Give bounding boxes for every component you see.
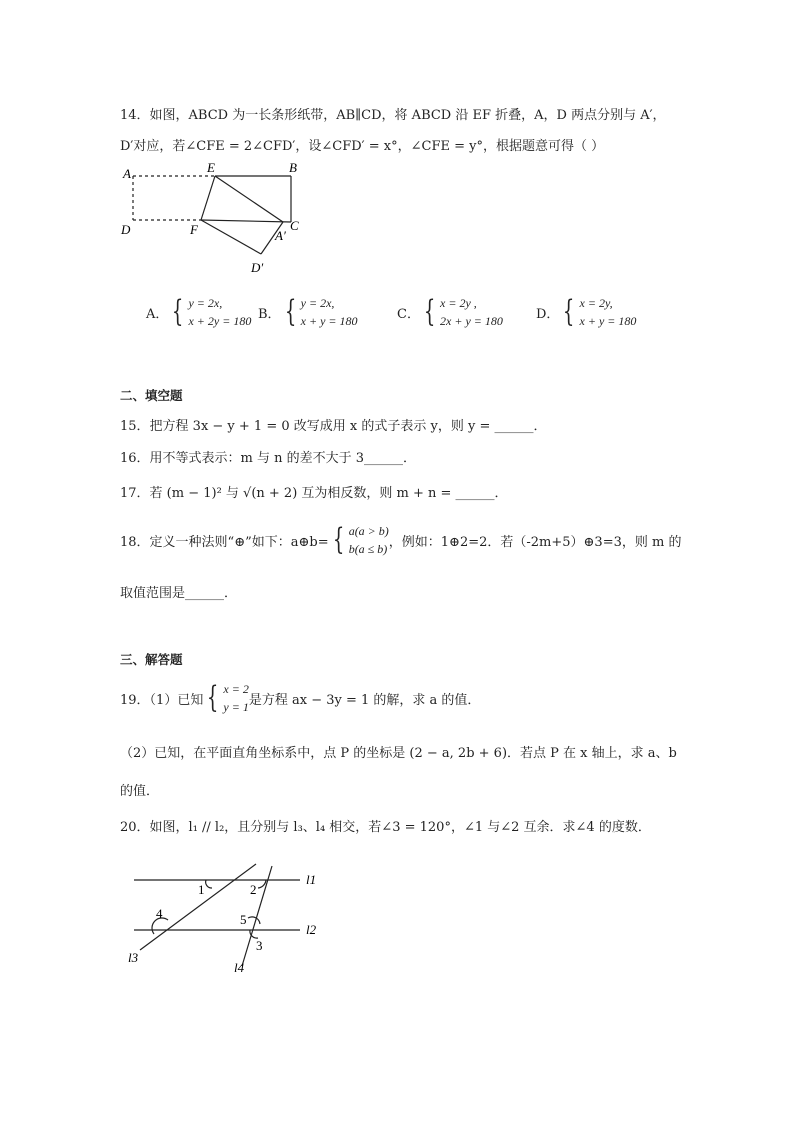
option-b-system: { y = 2x, x + y = 180 [284, 294, 358, 329]
q14-label-A: A [123, 166, 131, 181]
q14-line2: D′对应，若∠CFE = 2∠CFD′，设∠CFD′ = x°，∠CFE = y°，根据题意可得（ ） [120, 139, 605, 154]
q14-option-c [397, 294, 503, 330]
q19-system: { x = 2 y = 1 [207, 680, 249, 715]
q20-text: 20．如图，l₁ // l₂，且分别与 l₃、l₄ 相交，若∠3 = 120°，∠1 与∠2 互余．求∠4 的度数． [120, 820, 651, 835]
option-c-eq1: x = 2y , [440, 296, 477, 310]
option-c-system: { x = 2y , 2x + y = 180 [423, 294, 503, 329]
q18-case1: a(a > b) [348, 524, 389, 538]
option-a-eq2: x + 2y = 180 [188, 314, 252, 328]
q19-part2-line2: 的值． [120, 784, 160, 799]
q20-label-2: 2 [250, 882, 257, 897]
q20-label-l1: l1 [306, 872, 317, 887]
q20-label-l3: l3 [128, 950, 139, 965]
q14-line1: 14．如图，ABCD 为一长条形纸带，AB∥CD，将 ABCD 沿 EF 折叠，A，D 两点分别与 A′， [120, 108, 666, 123]
option-d-system: { x = 2y, x + y = 180 [563, 294, 637, 329]
q19-eq2: y = 1 [223, 700, 249, 714]
q19-part1 [120, 680, 480, 716]
option-a-system: { y = 2x, x + 2y = 180 [172, 294, 252, 329]
option-b-eq2: x + y = 180 [300, 314, 358, 328]
q20-label-5: 5 [240, 912, 247, 927]
q18-line1 [120, 522, 681, 558]
q18-case2: b(a ≤ b) [348, 542, 388, 556]
option-d-eq2: x + y = 180 [579, 314, 637, 328]
section-2-title: 二、填空题 [120, 388, 183, 403]
section-3-title: 三、解答题 [120, 652, 183, 667]
q14-edge-FC [201, 220, 291, 222]
option-d-eq1: x = 2y, [579, 296, 613, 310]
q20-label-3: 3 [256, 938, 263, 953]
option-b-letter: B． [258, 306, 281, 322]
q18-line2: 取值范围是______． [120, 586, 238, 601]
q14-edge-EA1 [215, 176, 283, 222]
q14-label-B: B [289, 160, 297, 175]
q20-label-l2: l2 [306, 922, 317, 937]
q14-label-D: D [121, 222, 131, 237]
option-a-letter: A． [146, 306, 169, 322]
option-c-letter: C． [397, 306, 420, 322]
q18-suffix: ，例如：1⊕2=2．若（-2m+5）⊕3=3，则 m 的 [388, 534, 682, 550]
q20-arc-1 [206, 880, 212, 888]
option-b-eq1: y = 2x, [300, 296, 335, 310]
q14-figure [115, 158, 315, 280]
option-c-eq2: 2x + y = 180 [440, 314, 503, 328]
q19-part2-line1: （2）已知，在平面直角坐标系中，点 P 的坐标是 (2 − a, 2b + 6)．若点 P 在 x 轴上，求 a、b [120, 746, 677, 761]
q18-prefix: 18．定义一种法则“⊕”如下：a⊕b= [120, 534, 329, 550]
q14-label-A-prime: A′ [275, 228, 286, 243]
q19-prefix: 19．（1）已知 [120, 692, 204, 708]
q20-label-l4: l4 [234, 960, 245, 975]
q20-label-1: 1 [198, 882, 205, 897]
q14-option-b [258, 294, 358, 330]
q16-text: 16．用不等式表示：m 与 n 的差不大于 3______． [120, 451, 417, 466]
q20-arc-2 [258, 880, 266, 888]
q20-label-4: 4 [156, 906, 163, 921]
q14-option-a [146, 294, 251, 330]
q14-label-E: E [207, 160, 215, 175]
q20-figure [120, 858, 330, 978]
q14-fold-EF [201, 176, 215, 220]
q19-suffix: 是方程 ax − 3y = 1 的解，求 a 的值． [248, 692, 481, 708]
option-a-eq1: y = 2x, [188, 296, 223, 310]
q20-arc-5 [248, 917, 260, 924]
q18-piecewise: { a(a > b) b(a ≤ b) [332, 522, 389, 557]
q14-label-D-prime: D′ [251, 260, 264, 275]
q19-eq1: x = 2 [223, 682, 249, 696]
q15-text: 15．把方程 3x − y + 1 = 0 改写成用 x 的式子表示 y，则 y = ______． [120, 419, 547, 434]
q14-option-d [536, 294, 636, 330]
q17-text: 17．若 (m − 1)² 与 √(n + 2) 互为相反数，则 m + n = ______． [120, 486, 508, 501]
q14-edge-FD1 [201, 220, 261, 254]
option-d-letter: D． [536, 306, 560, 322]
q14-label-F: F [190, 222, 198, 237]
q14-label-C: C [290, 218, 299, 233]
